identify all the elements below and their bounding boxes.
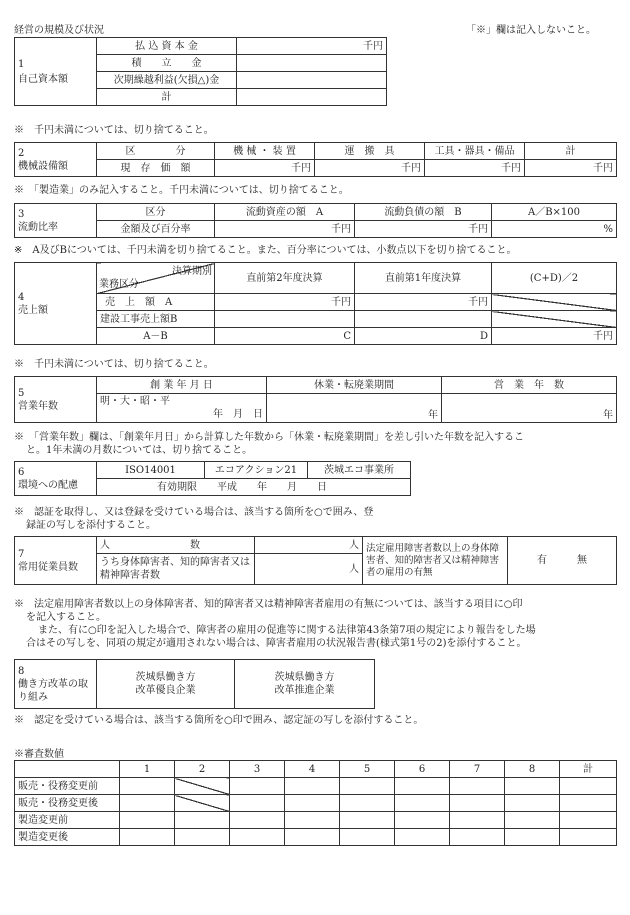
section-5-header: 5 営業年数 — [15, 377, 97, 423]
review-cell-na — [175, 795, 230, 812]
col-machine: 機 械 ・ 装 置 — [215, 143, 315, 160]
current-liabilities-field[interactable]: 千円 — [355, 221, 492, 238]
col-kubun: 区分 — [97, 204, 215, 221]
sales-average-na — [492, 294, 617, 311]
review-cell[interactable] — [395, 795, 450, 812]
section-3-note: ※ A及びBについては、千円未満を切り捨てること。また、百分率については、小数点以下を切り捨てること。 — [14, 245, 517, 256]
period-business-header: 決算期別 業務区分 — [97, 263, 215, 294]
col-total: 計 — [525, 143, 617, 160]
equipment-total-field[interactable]: 千円 — [525, 160, 617, 177]
row-current-value: 現 存 価 額 — [97, 160, 215, 177]
review-cell[interactable] — [560, 829, 617, 846]
page-title: 経営の規模及び状況 — [14, 25, 104, 36]
review-cell[interactable] — [505, 795, 560, 812]
section-6-header: 6 環境への配慮 — [15, 462, 97, 496]
row-construction-sales: 建設工事売上額B — [97, 311, 215, 328]
review-cell[interactable] — [175, 829, 230, 846]
review-cell[interactable] — [285, 778, 340, 795]
review-row-label: 製造変更後 — [15, 829, 120, 846]
review-cell[interactable] — [230, 795, 285, 812]
review-cell[interactable] — [120, 795, 175, 812]
review-col-4: 4 — [285, 761, 340, 778]
review-row-label: 販売・役務変更後 — [15, 795, 120, 812]
row-sales: 売 上 額 A — [97, 294, 215, 311]
section-2-header: 2 機械設備額 — [15, 143, 97, 177]
section-1-capital-table — [14, 37, 387, 106]
review-title: ※審査数値 — [14, 749, 64, 760]
row-disabled-employees: うち身体障害者、知的障害者又は精神障害者数 — [97, 554, 255, 585]
review-cell[interactable] — [450, 812, 505, 829]
section-7-employees-table — [14, 536, 617, 585]
section-6-note: ※ 認証を取得し、又は登録を受けている場合は、該当する箇所を○で囲み、登 録証の写しを添付すること。 — [14, 507, 374, 531]
col-prev2-year: 直前第2年度決算 — [215, 263, 355, 294]
review-col-3: 3 — [230, 761, 285, 778]
review-cell[interactable] — [340, 778, 395, 795]
section-4-header: 4 売上額 — [15, 263, 97, 345]
review-col-total: 計 — [560, 761, 617, 778]
capital-total-field[interactable] — [237, 89, 387, 106]
review-values-table — [14, 760, 617, 846]
col-ratio: A／B×100 — [492, 204, 617, 221]
review-cell[interactable] — [505, 778, 560, 795]
reserves-field[interactable] — [237, 55, 387, 72]
col-kubun: 区 分 — [97, 143, 215, 160]
disabled-employees-field[interactable]: 人 — [255, 554, 363, 585]
difference-prev2-field[interactable]: C — [215, 328, 355, 345]
retained-earnings-field[interactable] — [237, 72, 387, 89]
col-current-assets: 流動資産の額 A — [215, 204, 355, 221]
review-cell[interactable] — [285, 795, 340, 812]
review-col-5: 5 — [340, 761, 395, 778]
review-cell[interactable] — [340, 795, 395, 812]
row-difference: A－B — [97, 328, 215, 345]
difference-average-field[interactable]: 千円 — [492, 328, 617, 345]
machine-value-field[interactable]: 千円 — [215, 160, 315, 177]
sales-prev1-field[interactable]: 千円 — [355, 294, 492, 311]
col-vehicle: 運 搬 具 — [315, 143, 425, 160]
suspension-years-field[interactable]: 年 — [267, 394, 442, 423]
review-cell[interactable] — [450, 829, 505, 846]
tools-value-field[interactable]: 千円 — [425, 160, 525, 177]
section-3-ratio-table — [14, 203, 617, 238]
review-cell[interactable] — [560, 812, 617, 829]
review-cell[interactable] — [395, 829, 450, 846]
vehicle-value-field[interactable]: 千円 — [315, 160, 425, 177]
construction-average-na — [492, 311, 617, 328]
col-business-years: 営 業 年 数 — [442, 377, 617, 394]
difference-prev1-field[interactable]: D — [355, 328, 492, 345]
notice-text: 「※」欄は記入しないこと。 — [466, 25, 596, 36]
section-2-note: ※ 「製造業」のみ記入すること。千円未満については、切り捨てること。 — [14, 185, 349, 196]
ratio-field[interactable]: % — [492, 221, 617, 238]
sales-prev2-field[interactable]: 千円 — [215, 294, 355, 311]
section-7-header: 7 常用従業員数 — [15, 537, 97, 585]
section-8-note: ※ 認定を受けている場合は、該当する箇所を○印で囲み、認定証の写しを添付すること。 — [14, 715, 424, 726]
row-amount-percent: 金額及び百分率 — [97, 221, 215, 238]
option-excellent-company[interactable]: 茨城県働き方 改革優良企業 — [97, 660, 235, 709]
review-cell[interactable] — [175, 812, 230, 829]
construction-prev1-field[interactable] — [355, 311, 492, 328]
review-cell[interactable] — [560, 795, 617, 812]
review-cell[interactable] — [450, 778, 505, 795]
review-cell-na — [175, 778, 230, 795]
employment-yes-no-field[interactable]: 有 無 — [508, 537, 617, 585]
review-row-label: 販売・役務変更前 — [15, 778, 120, 795]
validity-date-field[interactable]: 有効期限 平成 年 月 日 — [97, 479, 411, 496]
section-8-header: 8 働き方改革の取り組み — [15, 660, 97, 709]
review-cell[interactable] — [230, 812, 285, 829]
business-years-field[interactable]: 年 — [442, 394, 617, 423]
review-cell[interactable] — [340, 812, 395, 829]
row-employees: 人 数 — [97, 537, 255, 554]
option-promotion-company[interactable]: 茨城県働き方 改革推進企業 — [235, 660, 375, 709]
legal-employment-label: 法定雇用障害者数以上の身体障害者、知的障害者又は精神障害者の雇用の有無 — [363, 537, 508, 585]
review-cell[interactable] — [230, 829, 285, 846]
row-retained-earnings: 次期繰越利益(欠損△)金 — [97, 72, 237, 89]
col-current-liabilities: 流動負債の額 B — [355, 204, 492, 221]
review-col-2: 2 — [175, 761, 230, 778]
option-ibaraki-eco[interactable]: 茨城エコ事業所 — [308, 462, 411, 479]
section-8-workstyle-table — [14, 659, 375, 709]
col-tools: 工具・器具・備品 — [425, 143, 525, 160]
section-4-sales-table — [14, 262, 617, 345]
review-cell[interactable] — [505, 829, 560, 846]
section-3-header: 3 流動比率 — [15, 204, 97, 238]
col-prev1-year: 直前第1年度決算 — [355, 263, 492, 294]
review-cell[interactable] — [120, 812, 175, 829]
row-total: 計 — [97, 89, 237, 106]
review-cell[interactable] — [230, 778, 285, 795]
review-cell[interactable] — [450, 795, 505, 812]
row-reserves: 積 立 金 — [97, 55, 237, 72]
col-average: (C+D)／2 — [492, 263, 617, 294]
founded-date-field[interactable]: 明・大・昭・平 年 月 日 — [97, 394, 267, 423]
review-col-1: 1 — [120, 761, 175, 778]
review-cell[interactable] — [120, 778, 175, 795]
review-cell[interactable] — [120, 829, 175, 846]
option-eco-action-21[interactable]: エコアクション21 — [205, 462, 308, 479]
review-cell[interactable] — [285, 829, 340, 846]
section-7-note: ※ 法定雇用障害者数以上の身体障害者、知的障害者又は精神障害者雇用の有無については、該当する項目に○印 を記入すること。 また、有に○印を記入した場合で、障害者の雇用の促進等に関する法律第43条第7項の規定により報告をした場 合はその写しを、同項の規定が適用されない場合は、障害者雇用の状況報告書(様式第1号の2)を添付すること。 — [14, 599, 536, 649]
option-iso14001[interactable]: ISO14001 — [97, 462, 205, 479]
section-1-header: 1 自己資本額 — [15, 38, 97, 106]
review-col-8: 8 — [505, 761, 560, 778]
section-6-environment-table — [14, 461, 411, 496]
review-corner — [15, 761, 120, 778]
section-2-equipment-table — [14, 142, 617, 177]
section-5-years-table — [14, 376, 617, 423]
section-4-note: ※ 千円未満については、切り捨てること。 — [14, 359, 214, 370]
review-cell[interactable] — [395, 812, 450, 829]
review-cell[interactable] — [505, 812, 560, 829]
employees-field[interactable]: 人 — [255, 537, 363, 554]
review-col-6: 6 — [395, 761, 450, 778]
section-1-note: ※ 千円未満については、切り捨てること。 — [14, 125, 214, 136]
row-paid-in-capital: 払 込 資 本 金 — [97, 38, 237, 55]
construction-prev2-field[interactable] — [215, 311, 355, 328]
review-cell[interactable] — [285, 812, 340, 829]
review-cell[interactable] — [560, 778, 617, 795]
paid-in-capital-field[interactable]: 千円 — [237, 38, 387, 55]
col-founded: 創 業 年 月 日 — [97, 377, 267, 394]
review-cell[interactable] — [395, 778, 450, 795]
review-col-7: 7 — [450, 761, 505, 778]
review-row-label: 製造変更前 — [15, 812, 120, 829]
section-5-note: ※ 「営業年数」欄は、「創業年月日」から計算した年数から「休業・転廃業期間」を差し引いた年数を記入するこ と。1年未満の月数については、切り捨てること。 — [14, 432, 524, 456]
review-cell[interactable] — [340, 829, 395, 846]
current-assets-field[interactable]: 千円 — [215, 221, 355, 238]
col-suspension: 休業・転廃業期間 — [267, 377, 442, 394]
